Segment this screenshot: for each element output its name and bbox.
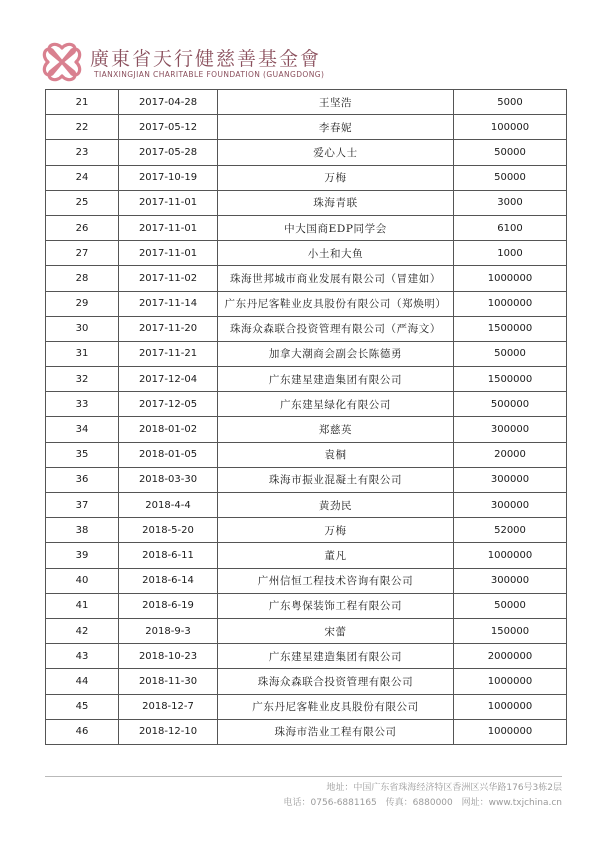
row-amount: 1000000 xyxy=(454,694,567,719)
table-row xyxy=(46,467,567,492)
row-amount: 50000 xyxy=(454,140,567,165)
row-amount: 300000 xyxy=(454,467,567,492)
row-amount: 2000000 xyxy=(454,644,567,669)
row-number: 41 xyxy=(46,593,119,618)
table-row xyxy=(46,644,567,669)
row-amount: 500000 xyxy=(454,392,567,417)
row-donor-name: 董凡 xyxy=(218,543,454,568)
footer-fax: 传真：6880000 xyxy=(385,798,453,808)
donation-table xyxy=(45,89,567,745)
row-date: 2017-12-04 xyxy=(119,367,218,392)
table-row xyxy=(46,367,567,392)
row-number: 46 xyxy=(46,719,119,744)
row-amount: 52000 xyxy=(454,518,567,543)
row-donor-name: 加拿大潮商会副会长陈德勇 xyxy=(218,341,454,366)
row-date: 2018-6-11 xyxy=(119,543,218,568)
row-number: 32 xyxy=(46,367,119,392)
row-donor-name: 袁桐 xyxy=(218,442,454,467)
row-number: 30 xyxy=(46,316,119,341)
row-date: 2017-11-20 xyxy=(119,316,218,341)
row-number: 42 xyxy=(46,618,119,643)
row-date: 2018-01-05 xyxy=(119,442,218,467)
footer-address: 地址：中国广东省珠海经济特区香洲区兴华路176号3栋2层 xyxy=(326,783,562,793)
row-date: 2018-9-3 xyxy=(119,618,218,643)
table-row xyxy=(46,618,567,643)
footer-website: 网址：www.txjchina.cn xyxy=(461,798,562,808)
table-row xyxy=(46,568,567,593)
table-row xyxy=(46,593,567,618)
row-donor-name: 珠海市振业混凝土有限公司 xyxy=(218,467,454,492)
row-number: 23 xyxy=(46,140,119,165)
table-row xyxy=(46,165,567,190)
row-amount: 1500000 xyxy=(454,367,567,392)
row-donor-name: 万梅 xyxy=(218,165,454,190)
row-date: 2018-01-02 xyxy=(119,417,218,442)
table-row xyxy=(46,543,567,568)
row-number: 45 xyxy=(46,694,119,719)
row-number: 40 xyxy=(46,568,119,593)
row-donor-name: 珠海众森联合投资管理有限公司（严海文） xyxy=(218,316,454,341)
table-row xyxy=(46,90,567,115)
row-number: 34 xyxy=(46,417,119,442)
row-number: 36 xyxy=(46,467,119,492)
table-row xyxy=(46,190,567,215)
row-amount: 1000000 xyxy=(454,543,567,568)
table-row xyxy=(46,392,567,417)
row-donor-name: 广东建星绿化有限公司 xyxy=(218,392,454,417)
row-number: 35 xyxy=(46,442,119,467)
row-date: 2018-12-7 xyxy=(119,694,218,719)
row-date: 2017-12-05 xyxy=(119,392,218,417)
table-row xyxy=(46,140,567,165)
table-row xyxy=(46,241,567,266)
org-name-chinese: 廣東省天行健慈善基金會 xyxy=(90,48,322,70)
row-date: 2017-05-28 xyxy=(119,140,218,165)
row-amount: 100000 xyxy=(454,115,567,140)
row-donor-name: 珠海世邦城市商业发展有限公司（冒建如） xyxy=(218,266,454,291)
table-row xyxy=(46,291,567,316)
row-number: 43 xyxy=(46,644,119,669)
row-donor-name: 李春妮 xyxy=(218,115,454,140)
row-donor-name: 广东粤保装饰工程有限公司 xyxy=(218,593,454,618)
row-date: 2018-6-19 xyxy=(119,593,218,618)
table-row xyxy=(46,266,567,291)
row-donor-name: 宋蕾 xyxy=(218,618,454,643)
row-amount: 1000000 xyxy=(454,291,567,316)
footer-divider xyxy=(45,776,562,777)
row-number: 28 xyxy=(46,266,119,291)
row-date: 2018-12-10 xyxy=(119,719,218,744)
footer-phone: 电话：0756-6881165 xyxy=(283,798,377,808)
row-number: 37 xyxy=(46,493,119,518)
row-donor-name: 爱心人士 xyxy=(218,140,454,165)
table-row xyxy=(46,316,567,341)
footer-contact xyxy=(278,781,562,811)
table-row xyxy=(46,493,567,518)
row-date: 2018-11-30 xyxy=(119,669,218,694)
row-date: 2017-11-21 xyxy=(119,341,218,366)
row-date: 2018-4-4 xyxy=(119,493,218,518)
row-date: 2017-11-01 xyxy=(119,215,218,240)
row-amount: 5000 xyxy=(454,90,567,115)
row-number: 24 xyxy=(46,165,119,190)
row-donor-name: 珠海众森联合投资管理有限公司 xyxy=(218,669,454,694)
row-date: 2017-11-14 xyxy=(119,291,218,316)
row-amount: 1500000 xyxy=(454,316,567,341)
row-amount: 1000000 xyxy=(454,266,567,291)
table-row xyxy=(46,518,567,543)
row-number: 44 xyxy=(46,669,119,694)
table-row xyxy=(46,442,567,467)
row-date: 2017-04-28 xyxy=(119,90,218,115)
row-number: 38 xyxy=(46,518,119,543)
row-number: 26 xyxy=(46,215,119,240)
row-donor-name: 中大国商EDP同学会 xyxy=(218,215,454,240)
row-number: 21 xyxy=(46,90,119,115)
table-row xyxy=(46,417,567,442)
row-donor-name: 广东丹尼客鞋业皮具股份有限公司 xyxy=(218,694,454,719)
row-date: 2018-10-23 xyxy=(119,644,218,669)
letterhead xyxy=(40,40,460,88)
row-donor-name: 黄劲民 xyxy=(218,493,454,518)
row-date: 2018-6-14 xyxy=(119,568,218,593)
row-donor-name: 珠海青联 xyxy=(218,190,454,215)
row-amount: 1000000 xyxy=(454,669,567,694)
row-donor-name: 广东建星建造集团有限公司 xyxy=(218,644,454,669)
row-amount: 1000000 xyxy=(454,719,567,744)
row-date: 2017-10-19 xyxy=(119,165,218,190)
row-donor-name: 广州信恒工程技术咨询有限公司 xyxy=(218,568,454,593)
row-amount: 300000 xyxy=(454,568,567,593)
row-donor-name: 万梅 xyxy=(218,518,454,543)
row-number: 31 xyxy=(46,341,119,366)
row-date: 2017-05-12 xyxy=(119,115,218,140)
row-amount: 50000 xyxy=(454,165,567,190)
row-number: 29 xyxy=(46,291,119,316)
table-row xyxy=(46,341,567,366)
row-number: 22 xyxy=(46,115,119,140)
row-amount: 50000 xyxy=(454,341,567,366)
row-number: 39 xyxy=(46,543,119,568)
table-row xyxy=(46,669,567,694)
row-date: 2018-03-30 xyxy=(119,467,218,492)
row-date: 2017-11-02 xyxy=(119,266,218,291)
hearts-cluster-logo-icon xyxy=(40,40,84,84)
row-amount: 3000 xyxy=(454,190,567,215)
row-amount: 300000 xyxy=(454,493,567,518)
row-number: 27 xyxy=(46,241,119,266)
row-amount: 6100 xyxy=(454,215,567,240)
row-date: 2018-5-20 xyxy=(119,518,218,543)
row-amount: 150000 xyxy=(454,618,567,643)
row-number: 33 xyxy=(46,392,119,417)
table-row xyxy=(46,115,567,140)
row-date: 2017-11-01 xyxy=(119,190,218,215)
row-donor-name: 小土和大鱼 xyxy=(218,241,454,266)
table-row xyxy=(46,719,567,744)
row-donor-name: 王坚浩 xyxy=(218,90,454,115)
table-row xyxy=(46,215,567,240)
row-donor-name: 郑慈英 xyxy=(218,417,454,442)
row-amount: 20000 xyxy=(454,442,567,467)
row-amount: 1000 xyxy=(454,241,567,266)
row-amount: 300000 xyxy=(454,417,567,442)
row-number: 25 xyxy=(46,190,119,215)
table-row xyxy=(46,694,567,719)
org-name-english: TIANXINGJIAN CHARITABLE FOUNDATION (GUANGDONG) xyxy=(94,70,325,79)
row-donor-name: 广东丹尼客鞋业皮具股份有限公司（郑焕明） xyxy=(218,291,454,316)
row-amount: 50000 xyxy=(454,593,567,618)
row-donor-name: 珠海市浩业工程有限公司 xyxy=(218,719,454,744)
row-donor-name: 广东建星建造集团有限公司 xyxy=(218,367,454,392)
row-date: 2017-11-01 xyxy=(119,241,218,266)
